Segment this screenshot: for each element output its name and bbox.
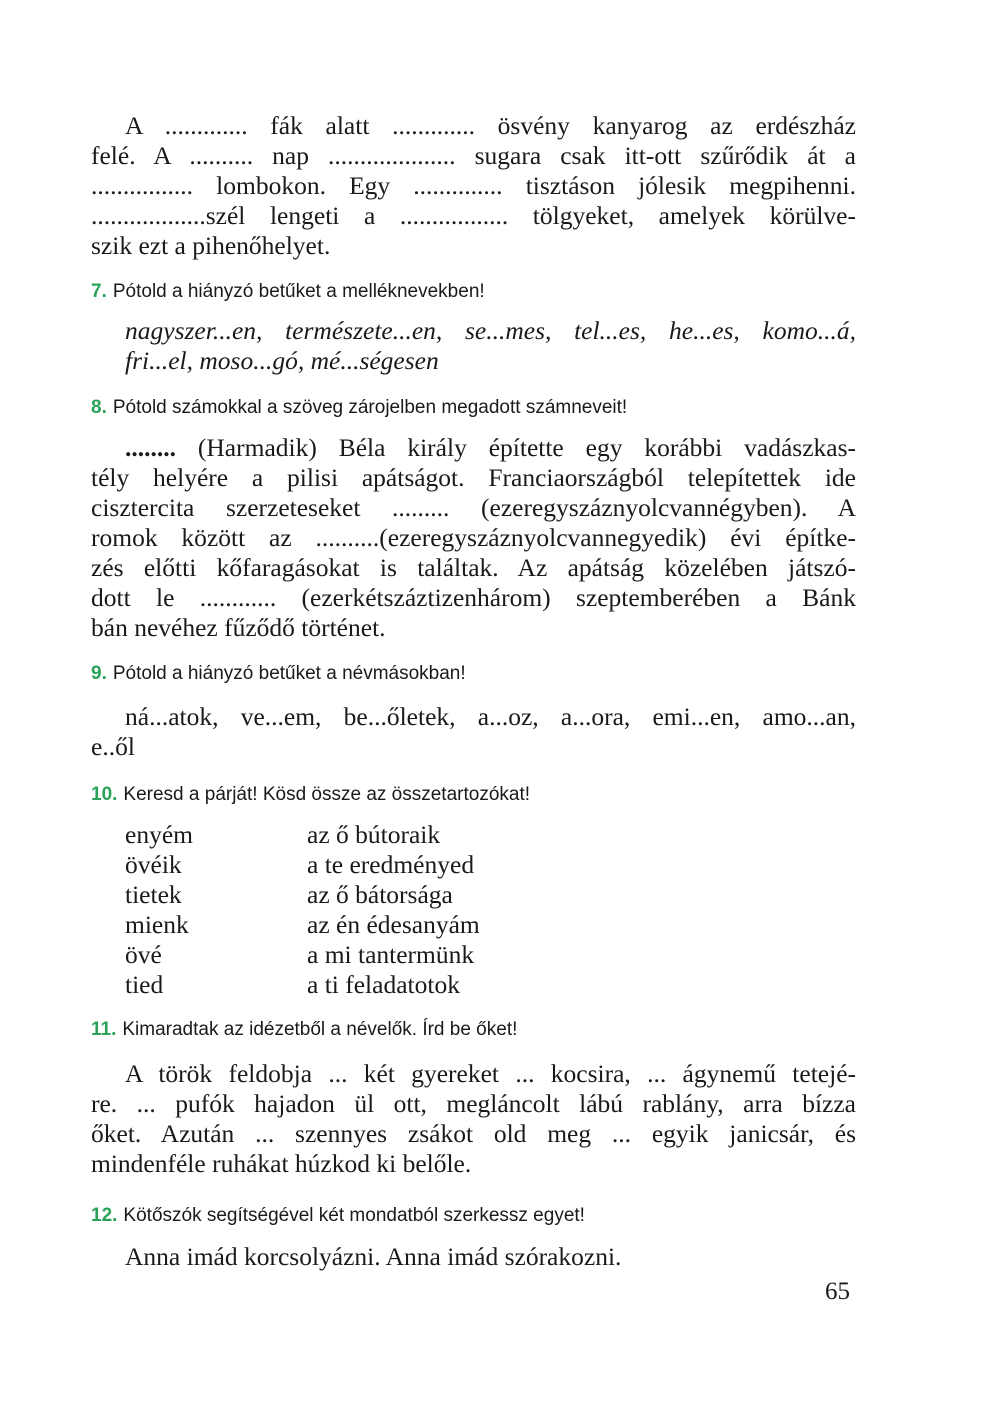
task-instruction: Pótold számokkal a szöveg zárojelben megadott számneveit! [112, 397, 628, 418]
text-line: tély helyére a pilisi apátságot. Franciaországból telepítettek ide [91, 463, 856, 492]
text-line: re. ... pufók hajadon ül ott, megláncolt lábú rablány, arra bízza [91, 1089, 856, 1118]
pair-row [125, 880, 625, 910]
text-line: felé. A .......... nap .................... sugara csak itt-ott szűrődik át a [91, 141, 856, 170]
matching-pairs [125, 820, 625, 1000]
task-instruction: Pótold a hiányzó betűket a névmásokban! [112, 663, 466, 684]
task-7-heading [91, 280, 856, 304]
pair-row [125, 820, 625, 850]
task-8-heading [91, 396, 856, 420]
pair-right: az ő bátorsága [307, 880, 453, 909]
pair-left: övéik [125, 850, 182, 879]
text-line: fri...el, moso...gó, mé...ségesen [125, 346, 439, 375]
pair-row [125, 940, 625, 970]
task-number: 10. [91, 784, 118, 805]
task-11-heading [91, 1018, 856, 1042]
text-line: ná...atok, ve...em, be...őletek, a...oz, a...ora, emi...en, amo...an, [125, 702, 856, 731]
text-line: zés előtti kőfaragásokat is találtak. Az apátság közelében játszó- [91, 553, 856, 582]
pair-left: övé [125, 940, 162, 969]
text-line: ................ lombokon. Egy .............. tisztáson jólesik megpihenni. [91, 171, 856, 200]
blank-bold: ........ [125, 433, 176, 462]
text-line: nagyszer...en, természete...en, se...mes, tel...es, he...es, komo...á, [125, 316, 856, 345]
task-instruction: Pótold a hiányzó betűket a melléknevekben! [112, 281, 485, 302]
task-12-text [91, 1242, 856, 1272]
task-12-heading [91, 1204, 856, 1228]
pair-row [125, 970, 625, 1000]
pair-right: a ti feladatotok [307, 970, 460, 999]
task-11-text [91, 1059, 856, 1179]
pair-left: tietek [125, 880, 182, 909]
text-line: mindenféle ruhákat húzkod ki belőle. [91, 1149, 472, 1178]
task-8-text [91, 433, 856, 643]
pair-left: mienk [125, 910, 189, 939]
task-number: 7. [91, 281, 107, 302]
page-number: 65 [825, 1278, 850, 1305]
text-line: ..................szél lengeti a ................. tölgyeket, amelyek körülve- [91, 201, 856, 230]
text-line: A ............. fák alatt ............. ösvény kanyarog az erdészház [125, 111, 856, 140]
pair-left: tied [125, 970, 164, 999]
task-7-words [91, 316, 856, 376]
pair-right: a te eredményed [307, 850, 475, 879]
text-line: dott le ............ (ezerkétszáztizenhárom) szeptemberében a Bánk [91, 583, 856, 612]
pair-right: a mi tantermünk [307, 940, 475, 969]
task-number: 9. [91, 663, 107, 684]
task-9-heading [91, 662, 856, 686]
task-instruction: Keresd a párját! Kösd össze az összetartozókat! [123, 784, 531, 805]
text-line: Anna imád korcsolyázni. Anna imád szórakozni. [125, 1242, 622, 1271]
task-number: 11. [91, 1019, 117, 1040]
text-line: A török feldobja ... két gyereket ... kocsira, ... ágynemű tetejé- [125, 1059, 856, 1088]
text-line: e..ől [91, 732, 135, 761]
pair-right: az én édesanyám [307, 910, 480, 939]
text-line: őket. Azután ... szennyes zsákot old meg ... egyik janicsár, és [91, 1119, 856, 1148]
task-10-heading [91, 783, 856, 807]
task-instruction: Kötőszók segítségével két mondatból szerkessz egyet! [123, 1205, 585, 1226]
pair-right: az ő bútoraik [307, 820, 441, 849]
pair-row [125, 910, 625, 940]
task-9-words [91, 702, 856, 762]
task-number: 12. [91, 1205, 118, 1226]
pair-row [125, 850, 625, 880]
text-line: cisztercita szerzeteseket ......... (ezeregyszáznyolcvannégyben). A [91, 493, 856, 522]
paragraph-fill-adjectives [91, 111, 856, 261]
task-number: 8. [91, 397, 107, 418]
text-line: ........ (Harmadik) Béla király építette egy korábbi vadászkas- [125, 433, 856, 462]
task-instruction: Kimaradtak az idézetből a névelők. Írd be őket! [122, 1019, 518, 1040]
text-line: bán nevéhez fűződő történet. [91, 613, 386, 642]
text-line: szik ezt a pihenőhelyet. [91, 231, 331, 260]
pair-left: enyém [125, 820, 193, 849]
text-line: romok között az ..........(ezeregyszáznyolcvannegyedik) évi építke- [91, 523, 856, 552]
